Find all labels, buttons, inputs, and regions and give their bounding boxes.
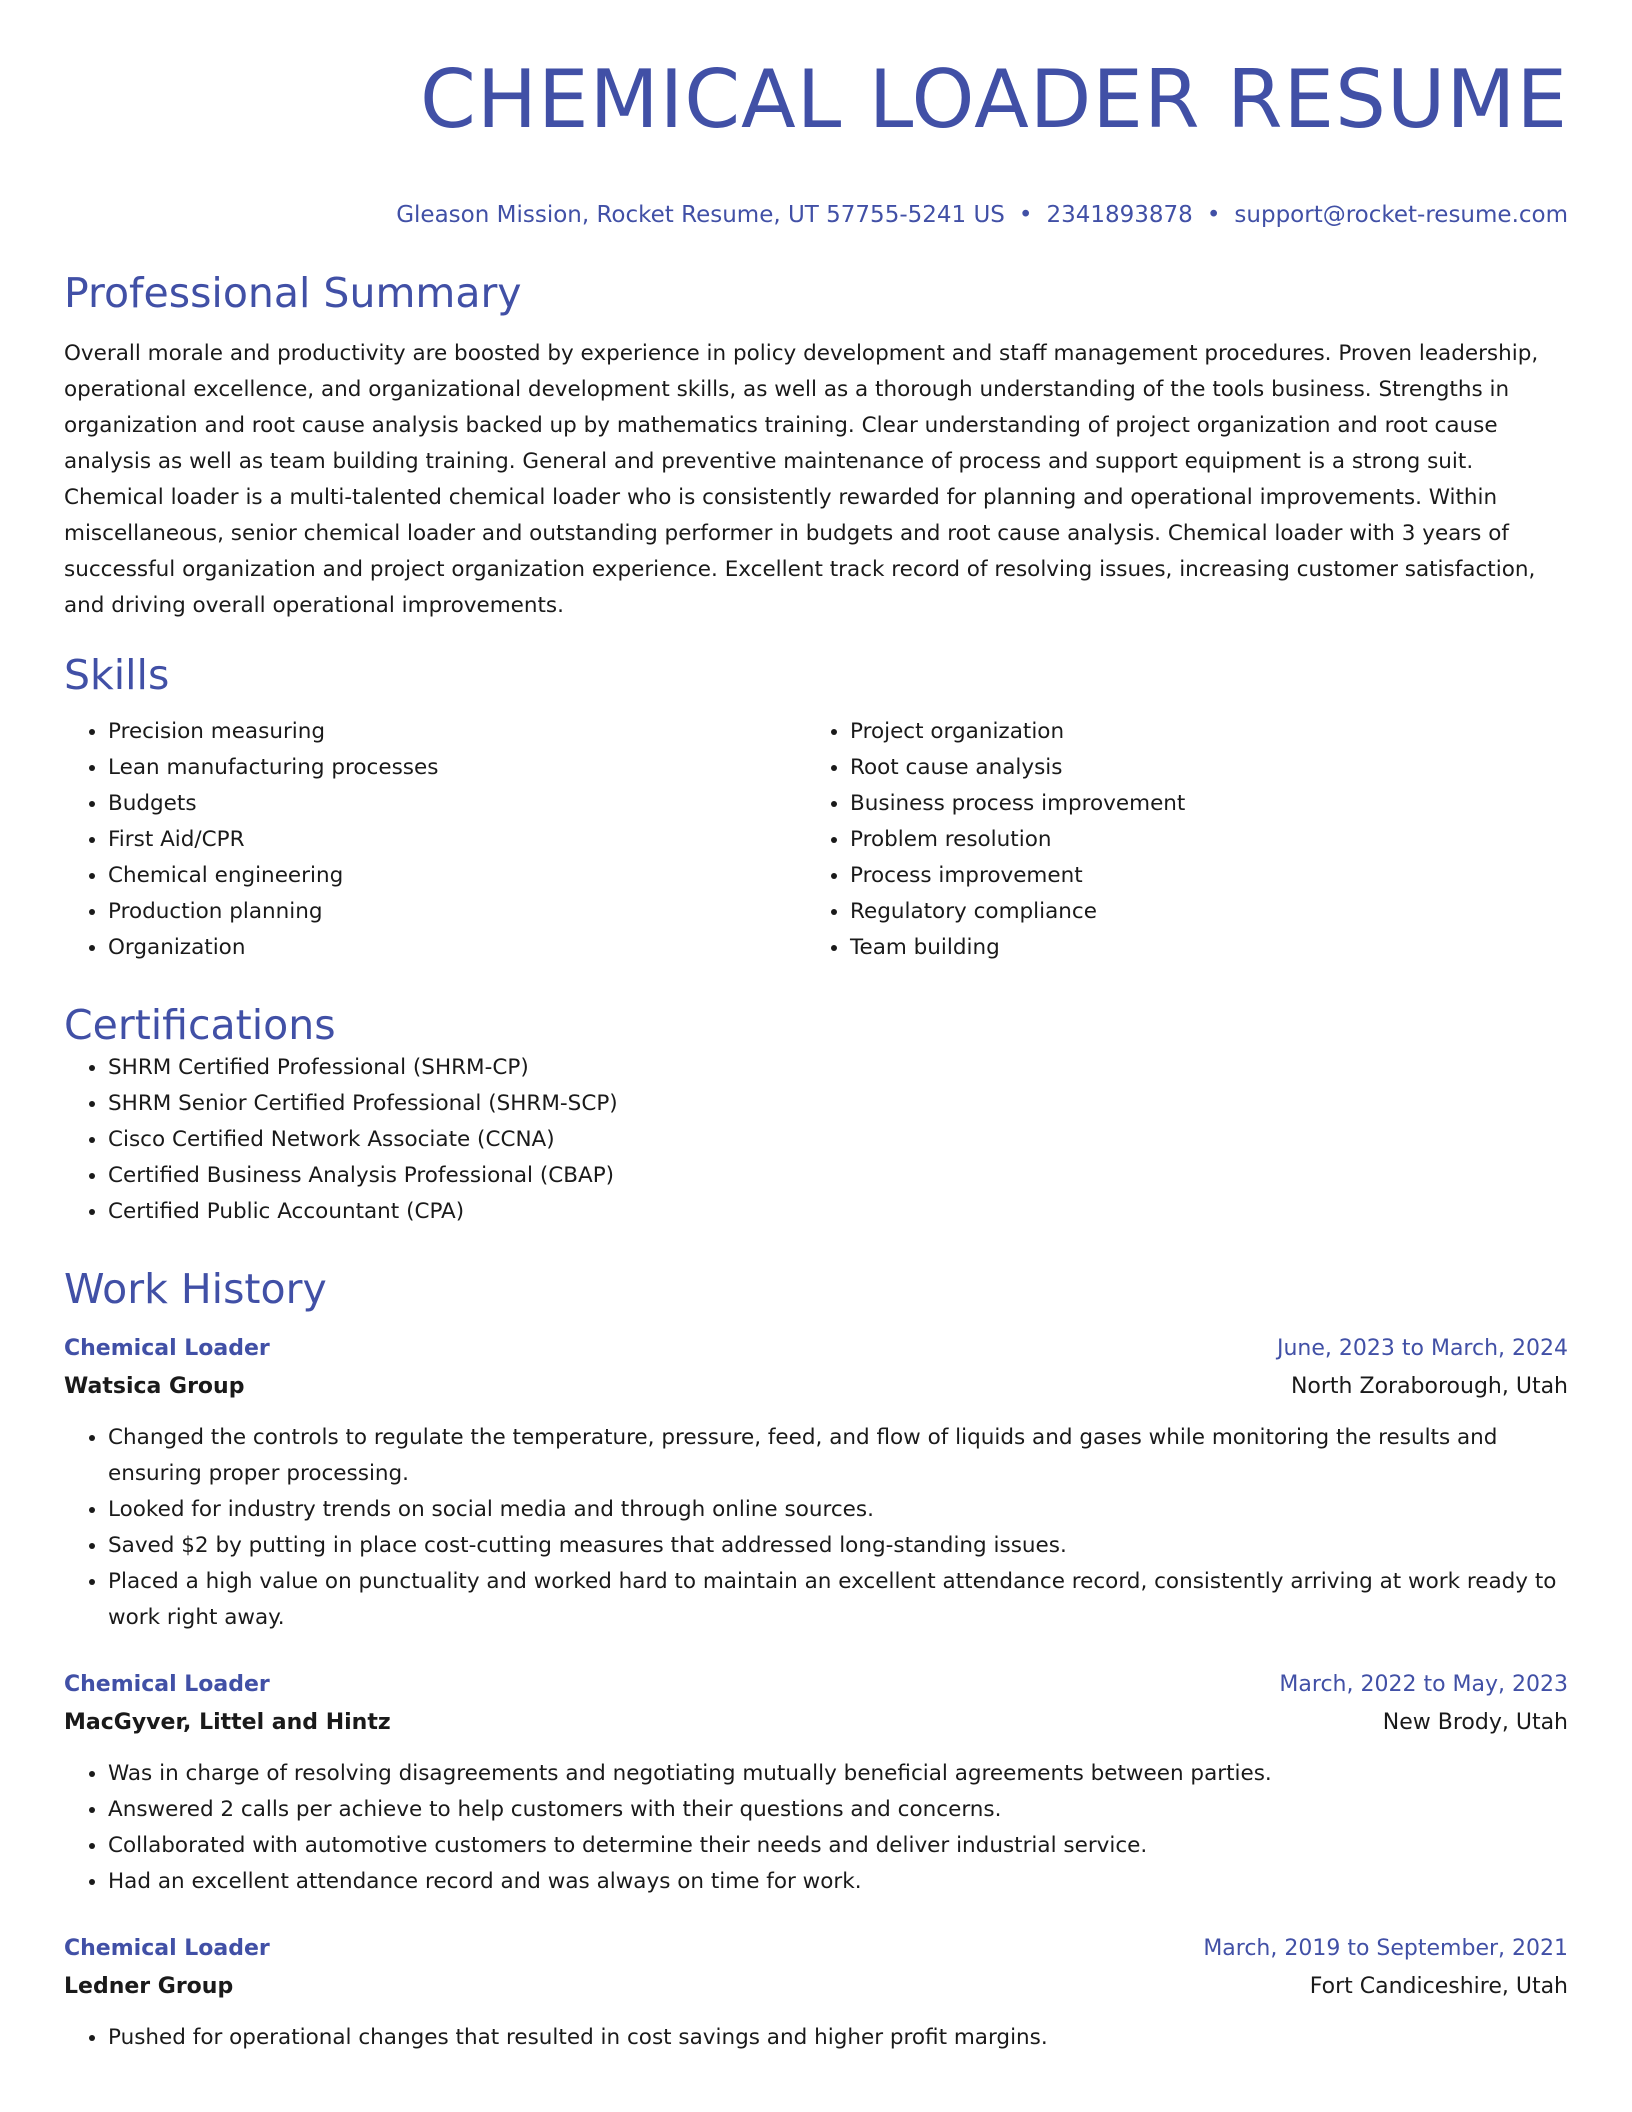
- job-dates: March, 2019 to September, 2021: [1203, 1936, 1568, 1961]
- job-dates: March, 2022 to May, 2023: [1279, 1672, 1568, 1697]
- job-entry: [64, 1930, 1568, 2056]
- job-location: North Zoraborough, Utah: [1290, 1374, 1568, 1399]
- skill-item: • Regulatory compliance: [850, 894, 1548, 930]
- job-entry: [64, 1330, 1568, 1636]
- skills-heading: Skills: [64, 651, 170, 699]
- job-company: MacGyver, Littel and Hintz: [64, 1710, 391, 1735]
- skill-item: • Business process improvement: [850, 786, 1548, 822]
- skills-column-left: [64, 714, 806, 966]
- skills-list-right: [806, 714, 1548, 966]
- job-bullets: [64, 1756, 1568, 1900]
- job-bullet: • Looked for industry trends on social media and through online sources.: [108, 1492, 1568, 1528]
- contact-separator: •: [1018, 202, 1033, 228]
- skill-item: • Team building: [850, 930, 1548, 966]
- certification-item: • SHRM Senior Certified Professional (SHRM-SCP): [108, 1086, 1568, 1122]
- summary-text: Overall morale and productivity are boosted by experience in policy development and staff management procedures. Proven leadership, operational excellence, and organizational development skills, as well as a thorough understanding of the tools business. Strengths in organization and root cause analysis backed up by mathematics training. Clear understanding of project organization and root cause analysis as well as team building training. General and preventive maintenance of process and support equipment is a strong suit. Chemical loader is a multi-talented chemical loader who is consistently rewarded for planning and operational improvements. Within miscellaneous, senior chemical loader and outstanding performer in budgets and root cause analysis. Chemical loader with 3 years of successful organization and project organization experience. Excellent track record of resolving issues, increasing customer satisfaction, and driving overall operational improvements.: [64, 341, 1539, 618]
- job-title: Chemical Loader: [64, 1936, 270, 1961]
- job-entry: [64, 1666, 1568, 1900]
- work-history-heading: Work History: [64, 1265, 327, 1313]
- job-bullet: • Collaborated with automotive customers to determine their needs and deliver industrial service.: [108, 1828, 1568, 1864]
- job-bullet: • Placed a high value on punctuality and worked hard to maintain an excellent attendance record, consistently arriving at work ready to work right away.: [108, 1564, 1568, 1636]
- skill-item: • Lean manufacturing processes: [108, 750, 806, 786]
- job-bullet: • Changed the controls to regulate the temperature, pressure, feed, and flow of liquids and gases while monitoring the results and ensuring proper processing.: [108, 1420, 1568, 1492]
- contact-line: [64, 200, 1568, 230]
- job-bullet: • Had an excellent attendance record and was always on time for work.: [108, 1864, 1568, 1900]
- skill-item: • Process improvement: [850, 858, 1548, 894]
- job-title-row: [64, 1930, 1568, 1968]
- job-company: Watsica Group: [64, 1374, 245, 1399]
- job-company-row: [64, 1704, 1568, 1742]
- skill-item: • Precision measuring: [108, 714, 806, 750]
- job-dates: June, 2023 to March, 2024: [1277, 1336, 1568, 1361]
- certifications-list: [64, 1050, 1568, 1230]
- job-location: Fort Candiceshire, Utah: [1309, 1974, 1568, 1999]
- certifications-heading: Certifications: [64, 1001, 336, 1049]
- skills-column-right: [806, 714, 1548, 966]
- skill-item: • Budgets: [108, 786, 806, 822]
- skill-item: • Project organization: [850, 714, 1548, 750]
- job-bullet: • Was in charge of resolving disagreements and negotiating mutually beneficial agreements between parties.: [108, 1756, 1568, 1792]
- contact-email[interactable]: support@rocket-resume.com: [1234, 202, 1568, 228]
- skill-item: • Problem resolution: [850, 822, 1548, 858]
- job-bullet: • Saved $2 by putting in place cost-cutting measures that addressed long-standing issues.: [108, 1528, 1568, 1564]
- skill-item: • Chemical engineering: [108, 858, 806, 894]
- job-bullet: • Pushed for operational changes that resulted in cost savings and higher profit margins.: [108, 2020, 1568, 2056]
- job-title-row: [64, 1330, 1568, 1368]
- job-title: Chemical Loader: [64, 1672, 270, 1697]
- summary-heading: Professional Summary: [64, 269, 522, 317]
- job-bullet: • Answered 2 calls per achieve to help customers with their questions and concerns.: [108, 1792, 1568, 1828]
- contact-separator: •: [1206, 202, 1221, 228]
- certification-item: • Certified Business Analysis Professional (CBAP): [108, 1158, 1568, 1194]
- job-company-row: [64, 1368, 1568, 1406]
- job-title-row: [64, 1666, 1568, 1704]
- job-company-row: [64, 1968, 1568, 2006]
- job-bullets: [64, 2020, 1568, 2056]
- certification-item: • Certified Public Accountant (CPA): [108, 1194, 1568, 1230]
- job-company: Ledner Group: [64, 1974, 234, 1999]
- job-bullets: [64, 1420, 1568, 1636]
- certification-item: • Cisco Certified Network Associate (CCNA): [108, 1122, 1568, 1158]
- contact-phone[interactable]: 2341893878: [1046, 202, 1193, 228]
- contact-address: Gleason Mission, Rocket Resume, UT 57755-5241 US: [396, 202, 1005, 228]
- job-location: New Brody, Utah: [1382, 1710, 1568, 1735]
- skill-item: • Organization: [108, 930, 806, 966]
- skill-item: • Root cause analysis: [850, 750, 1548, 786]
- job-title: Chemical Loader: [64, 1336, 270, 1361]
- certification-item: • SHRM Certified Professional (SHRM-CP): [108, 1050, 1568, 1086]
- skills-grid: [64, 714, 1568, 966]
- skill-item: • First Aid/CPR: [108, 822, 806, 858]
- resume-title: CHEMICAL LOADER RESUME: [420, 53, 1568, 146]
- skills-list-left: [64, 714, 806, 966]
- skill-item: • Production planning: [108, 894, 806, 930]
